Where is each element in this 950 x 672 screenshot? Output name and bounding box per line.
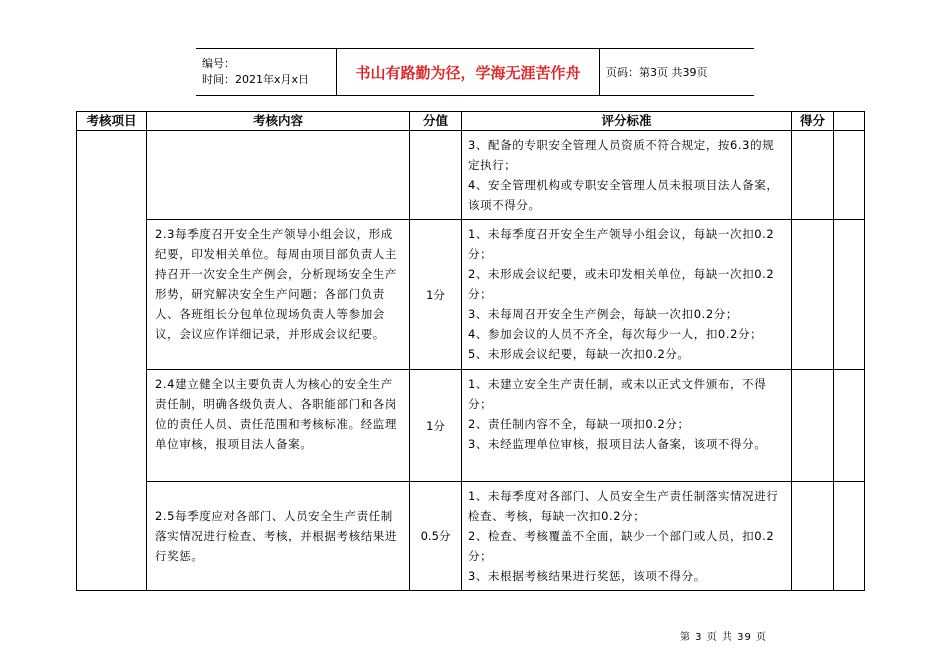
col-score: 分值 [410, 112, 462, 131]
content-cell [147, 131, 410, 220]
col-criteria: 评分标准 [462, 112, 792, 131]
page-footer: 第 3 页 共 39 页 [680, 632, 767, 643]
table-row [77, 131, 865, 220]
criteria-text: 1、未每季度对各部门、人员安全生产责任制落实情况进行检查、考核，每缺一次扣0.2分； 2、检查、考核覆盖不全面，缺少一个部门或人员，扣0.2分； 3、未根据考核结果进行奖惩，该项不得分。 [468, 489, 779, 583]
result-cell [792, 220, 834, 370]
header-motto: 书山有路勤为径，学海无涯苦作舟 [337, 49, 600, 96]
criteria-cell [462, 220, 792, 370]
assessment-table [76, 111, 865, 591]
criteria-text: 3、配备的专职安全管理人员资质不符合规定，按6.3的规定执行； 4、安全管理机构或专职安全管理人员未报项目法人备案，该项不得分。 [468, 138, 779, 212]
table-row [77, 482, 865, 591]
extra-cell [834, 370, 865, 482]
col-item: 考核项目 [77, 112, 147, 131]
content-cell: 2.4建立健全以主要负责人为核心的安全生产责任制，明确各级负责人、各职能部门和各岗位的责任人员、责任范围和考核标准。经监理单位审核，报项目法人备案。 [147, 370, 410, 482]
table-row [77, 370, 865, 482]
criteria-text: 1、未建立安全生产责任制，或未以正式文件颁布，不得分； 2、责任制内容不全，每缺一项扣0.2分； 3、未经监理单位审核，报项目法人备案，该项不得分。 [468, 377, 767, 451]
item-cell [77, 131, 147, 591]
extra-cell [834, 220, 865, 370]
score-cell [410, 131, 462, 220]
header-meta [196, 49, 337, 96]
header-page: 页码：第3页 共39页 [600, 49, 755, 96]
score-cell: 0.5分 [410, 482, 462, 591]
score-cell: 1分 [410, 370, 462, 482]
col-result: 得分 [792, 112, 834, 131]
col-extra [834, 112, 865, 131]
page-header [196, 48, 754, 96]
criteria-cell [462, 131, 792, 220]
result-cell [792, 482, 834, 591]
score-cell: 1分 [410, 220, 462, 370]
criteria-cell [462, 482, 792, 591]
table-row [77, 220, 865, 370]
criteria-cell [462, 370, 792, 482]
col-content: 考核内容 [147, 112, 410, 131]
result-cell [792, 131, 834, 220]
table-header-row [77, 112, 865, 131]
criteria-text: 1、未每季度召开安全生产领导小组会议，每缺一次扣0.2分； 2、未形成会议纪要，或未印发相关单位，每缺一次扣0.2分； 3、未每周召开安全生产例会，每缺一次扣0.2分； 4、参加会议的人员不齐全，每次每少一人，扣0.2分； 5、未形成会议纪要，每缺一次扣0.2分。 [468, 227, 775, 361]
content-cell: 2.5每季度应对各部门、人员安全生产责任制落实情况进行检查、考核，并根据考核结果进行奖惩。 [147, 482, 410, 591]
doc-number: 编号： [202, 57, 235, 70]
result-cell [792, 370, 834, 482]
extra-cell [834, 131, 865, 220]
content-cell: 2.3每季度召开安全生产领导小组会议，形成纪要，印发相关单位。每周由项目部负责人主持召开一次安全生产例会，分析现场安全生产形势，研究解决安全生产问题；各部门负责人、各班组长分包单位现场负责人等参加会议，会议应作详细记录，并形成会议纪要。 [147, 220, 410, 370]
extra-cell [834, 482, 865, 591]
doc-time: 时间：2021年x月x日 [202, 73, 310, 86]
